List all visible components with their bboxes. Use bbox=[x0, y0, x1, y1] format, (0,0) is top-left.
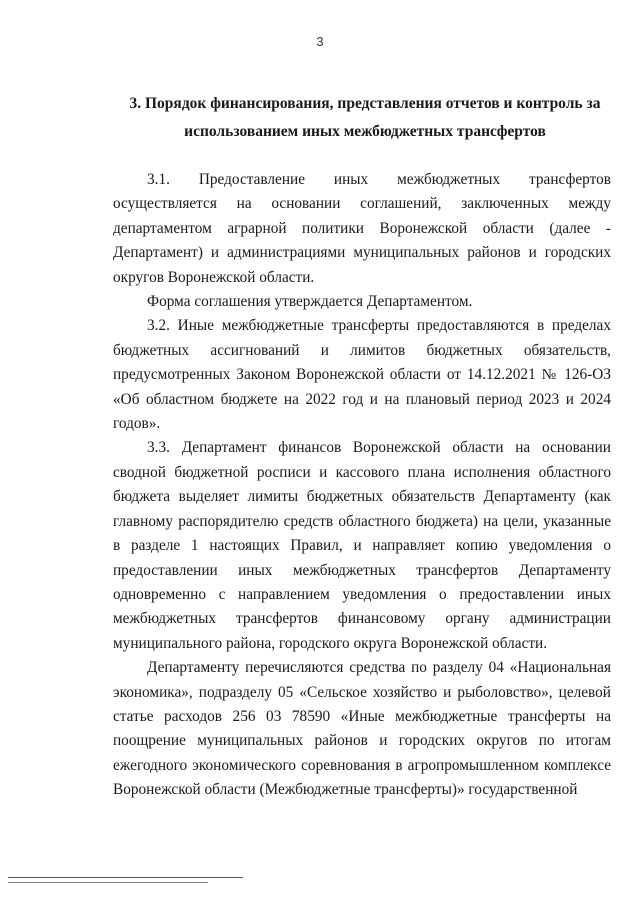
section-heading-line-1: 3. Порядок финансирования, представления отчетов и контроль за bbox=[129, 95, 601, 112]
paragraph-agreement-form: Форма соглашения утверждается Департаментом. bbox=[147, 293, 473, 311]
document-body bbox=[113, 168, 611, 803]
section-heading bbox=[115, 90, 615, 146]
footer-divider bbox=[8, 877, 243, 878]
paragraph-funds-transfer: Департаменту перечисляются средства по разделу 04 «Национальная экономика», подразделу 05 «Сельское хозяйство и рыболовство», целевой статье расходов 256 03 78590 «Иные межбюджетные трансферты на поощрение муниципальных районов и городских округов по итогам ежегодного экономического соревнования в агропромышленном комплексе Воронежской области (Межбюджетные трансферты)» государственной bbox=[113, 659, 611, 799]
paragraph-3-1: 3.1. Предоставление иных межбюджетных трансфертов осуществляется на основании соглашений, заключенных между департаментом аграрной политики Воронежской области (далее - Департамент) и администрациями муниципальных районов и городских округов Воронежской области. bbox=[113, 171, 611, 286]
page-number: 3 bbox=[316, 34, 324, 49]
paragraph-3-2: 3.2. Иные межбюджетные трансферты предоставляются в пределах бюджетных ассигнований и лимитов бюджетных обязательств, предусмотренных Законом Воронежской области от 14.12.2021 № 126-ОЗ «Об областном бюджете на 2022 год и на плановый период 2023 и 2024 годов». bbox=[113, 317, 611, 433]
paragraph-3-3: 3.3. Департамент финансов Воронежской области на основании сводной бюджетной росписи и кассового плана исполнения областного бюджета выделяет лимиты бюджетных обязательств Департаменту (как главному распорядителю средств областного бюджета) на цели, указанные в разделе 1 настоящих Правил, и направляет копию уведомления о предоставлении иных межбюджетных трансфертов Департаменту одновременно с направлением уведомления о предоставлении иных межбюджетных трансфертов финансовому органу администрации муниципального района, городского округа Воронежской области. bbox=[113, 439, 611, 652]
footer-divider-secondary bbox=[8, 882, 208, 883]
section-heading-line-2: использованием иных межбюджетных трансфертов bbox=[184, 123, 546, 140]
